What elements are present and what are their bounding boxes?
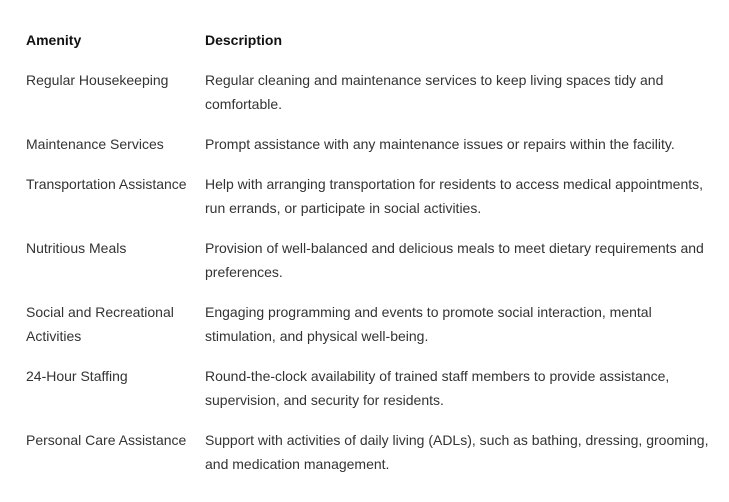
table-row xyxy=(18,228,718,292)
amenity-cell: 24-Hour Staffing xyxy=(26,368,128,384)
table-row xyxy=(18,164,718,228)
amenities-table xyxy=(18,20,718,484)
amenity-cell: Transportation Assistance xyxy=(26,176,187,192)
column-header-amenity: Amenity xyxy=(26,32,82,48)
table-header-row xyxy=(18,20,718,60)
amenity-cell: Regular Housekeeping xyxy=(26,72,169,88)
amenity-cell: Social and Recreational Activities xyxy=(26,304,174,344)
table-row xyxy=(18,356,718,420)
amenity-cell: Maintenance Services xyxy=(26,136,164,152)
amenity-cell: Nutritious Meals xyxy=(26,240,127,256)
table-row xyxy=(18,420,718,484)
description-cell: Provision of well-balanced and delicious meals to meet dietary requirements and preferences. xyxy=(205,240,704,280)
description-cell: Prompt assistance with any maintenance issues or repairs within the facility. xyxy=(205,136,675,152)
table-row xyxy=(18,124,718,164)
description-cell: Engaging programming and events to promote social interaction, mental stimulation, and physical well-being. xyxy=(205,304,652,344)
description-cell: Regular cleaning and maintenance services to keep living spaces tidy and comfortable. xyxy=(205,72,664,112)
column-header-description: Description xyxy=(205,32,283,48)
description-cell: Round-the-clock availability of trained staff members to provide assistance, supervision, and security for residents. xyxy=(205,368,670,408)
table-row xyxy=(18,292,718,356)
description-cell: Support with activities of daily living (ADLs), such as bathing, dressing, grooming, and medication management. xyxy=(205,432,709,472)
table-row xyxy=(18,60,718,124)
description-cell: Help with arranging transportation for residents to access medical appointments, run errands, or participate in social activities. xyxy=(205,176,704,216)
amenity-cell: Personal Care Assistance xyxy=(26,432,187,448)
